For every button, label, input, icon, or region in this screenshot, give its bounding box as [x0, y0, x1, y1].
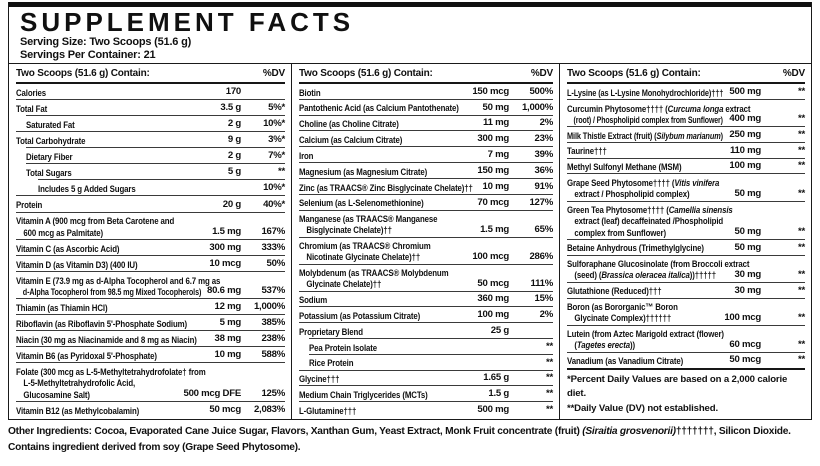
facts-column-1	[9, 64, 291, 419]
supplement-row	[299, 99, 553, 115]
row-dv: 36%	[534, 164, 553, 176]
row-name-line: complex from Sunflower)	[574, 227, 666, 239]
supplement-row	[299, 146, 553, 162]
supplement-row	[16, 330, 285, 346]
supplement-row	[567, 126, 805, 142]
row-dv: 238%	[261, 333, 285, 345]
supplement-row	[16, 362, 285, 400]
row-amount: 30 mg	[734, 284, 761, 296]
row-amount: 50 mg	[734, 241, 761, 253]
column-header	[16, 64, 285, 84]
row-dv: 537%	[261, 285, 285, 297]
row-amount: 10 mcg	[209, 257, 241, 269]
row-amount: 360 mg	[477, 293, 509, 305]
row-name-line: Pea Protein Isolate	[309, 342, 378, 354]
supplement-row	[16, 99, 285, 115]
row-name-line: Pantothenic Acid (as Calcium Pantothenate)	[299, 103, 459, 115]
row-amount: 50 mcg	[477, 277, 509, 289]
row-dv: **	[546, 340, 553, 352]
row-dv: 333%	[261, 241, 285, 253]
supplement-row	[16, 314, 285, 330]
row-name-line: d-Alpha Tocopherol from 98.5 mg Mixed Tocopherols)	[22, 286, 202, 298]
supplement-row	[16, 84, 285, 99]
row-name-line: L-Glutamine†††	[299, 405, 357, 417]
footnote-daily-value: *Percent Daily Values are based on a 2,000 calorie diet.	[567, 373, 788, 399]
row-dv: **	[798, 160, 805, 172]
row-dv: **	[798, 338, 805, 350]
row-amount: 30 mg	[734, 268, 761, 280]
row-dv: **	[798, 187, 805, 199]
row-dv: 91%	[534, 180, 553, 192]
row-dv: **	[546, 356, 553, 368]
row-amount: 50 mg	[482, 101, 509, 113]
row-dv: **	[798, 311, 805, 323]
row-amount: 25 g	[490, 324, 509, 336]
supplement-row	[299, 385, 553, 401]
row-name-line: Includes 5 g Added Sugars	[38, 184, 136, 196]
serving-size: Serving Size: Two Scoops (51.6 g)	[20, 36, 192, 48]
row-amount: 12 mg	[214, 301, 241, 313]
supplement-row	[16, 255, 285, 271]
row-name-line: Bisglycinate Chelate)††	[306, 225, 392, 237]
row-dv: **	[798, 128, 805, 140]
row-name-line: Medium Chain Triglycerides (MCTs)	[299, 390, 428, 401]
footnotes-block	[567, 368, 805, 418]
row-amount: 1.5 g	[488, 388, 509, 400]
row-amount: 150 mcg	[472, 85, 509, 97]
row-name-line: Curcumin Phytosome†††† (Curcuma longa extract	[567, 103, 751, 115]
column-header-label: Two Scoops (51.6 g) Contain:	[299, 68, 433, 79]
supplement-row	[567, 239, 805, 255]
row-amount: 100 mcg	[724, 311, 761, 323]
row-name-line: Glycine†††	[299, 374, 340, 386]
row-name-line: Vitamin B6 (as Pyridoxal 5'-Phosphate)	[16, 351, 157, 363]
supplement-row	[567, 201, 805, 239]
row-name-line: Saturated Fat	[26, 120, 75, 131]
supplement-row	[299, 115, 553, 131]
supplement-row	[309, 354, 553, 370]
row-name-line: Iron	[299, 150, 314, 162]
row-name-line: Rice Protein	[309, 358, 354, 370]
row-name-line: Riboflavin (as Riboflavin 5'-Phosphate Sodium)	[16, 319, 188, 331]
row-name-line: Vitamin E (73.9 mg as d-Alpha Tocopherol and 6.7 mg as	[16, 275, 221, 287]
row-dv: 2,083%	[253, 403, 285, 415]
row-name-line: Zinc (as TRAACS® Zinc Bisglycinate Chelate)††	[299, 182, 473, 194]
supplement-row	[299, 291, 553, 307]
dv-header-label: %DV	[782, 68, 805, 79]
facts-header	[9, 7, 811, 64]
row-amount: 38 mg	[214, 333, 241, 345]
row-dv: 65%	[534, 223, 553, 235]
row-name-line: Vitamin C (as Ascorbic Acid)	[16, 243, 120, 255]
row-name-line: Taurine†††	[567, 146, 607, 158]
row-amount: 1.5 mg	[212, 225, 241, 237]
row-name-line: Biotin	[299, 87, 321, 99]
supplement-row	[299, 401, 553, 417]
row-amount: 250 mg	[729, 128, 761, 140]
row-name-line: Dietary Fiber	[26, 152, 73, 164]
supplement-row	[299, 370, 553, 386]
row-name-line: Magnesium (as Magnesium Citrate)	[299, 166, 428, 178]
facts-columns	[9, 64, 811, 419]
supplement-row	[567, 298, 805, 325]
row-amount: 400 mg	[729, 112, 761, 124]
supplement-row	[309, 338, 553, 354]
row-dv: **	[798, 284, 805, 296]
row-dv: **	[798, 268, 805, 280]
row-name-line: Potassium (as Potassium Citrate)	[299, 310, 421, 322]
row-dv: 500%	[529, 85, 553, 97]
row-amount: 10 mg	[482, 180, 509, 192]
supplement-row	[567, 142, 805, 158]
row-name-line: Thiamin (as Thiamin HCl)	[16, 303, 108, 314]
row-dv: **	[798, 241, 805, 253]
row-dv: 40%*	[263, 198, 285, 210]
supplement-row	[299, 194, 553, 210]
row-dv: 3%*	[268, 134, 285, 146]
row-amount: 500 mcg DFE	[183, 387, 241, 399]
dv-header-label: %DV	[530, 68, 553, 79]
row-name-line: Molybdenum (as TRAACS® Molybdenum	[299, 268, 449, 280]
row-name-line: Calcium (as Calcium Citrate)	[299, 135, 403, 147]
row-amount: 150 mg	[477, 164, 509, 176]
row-name-line: (Tagetes erecta))	[574, 340, 635, 352]
nutrient-rows	[16, 84, 285, 417]
row-amount: 9 g	[227, 134, 241, 146]
facts-panel	[8, 2, 812, 420]
row-amount: 50 mg	[734, 225, 761, 237]
row-amount: 500 mg	[729, 85, 761, 97]
supplement-row	[299, 322, 553, 338]
row-dv: **	[546, 372, 553, 384]
supplement-row	[299, 162, 553, 178]
row-name-line: Niacin (30 mg as Niacinamide and 8 mg as Niacin)	[16, 335, 197, 347]
row-amount: 100 mcg	[472, 250, 509, 262]
row-name-line: Manganese (as TRAACS® Manganese	[299, 214, 438, 226]
row-amount: 500 mg	[477, 404, 509, 415]
supplement-row	[567, 173, 805, 200]
column-header-label: Two Scoops (51.6 g) Contain:	[16, 68, 150, 79]
row-dv: 50%	[266, 257, 285, 269]
row-dv: **	[798, 354, 805, 366]
row-amount: 60 mcg	[729, 338, 761, 350]
row-dv: **	[278, 166, 285, 178]
row-name-line: Methyl Sulfonyl Methane (MSM)	[567, 162, 682, 174]
facts-column-3	[559, 64, 811, 419]
row-name-line: Green Tea Phytosome†††† (Camellia sinensis	[567, 205, 733, 217]
row-name-line: Glycinate Complex)††††††	[574, 313, 672, 325]
row-dv: **	[798, 144, 805, 156]
row-amount: 300 mg	[209, 241, 241, 253]
row-name-line: Total Sugars	[26, 168, 72, 180]
row-amount: 80.6 mg	[207, 285, 241, 297]
supplement-row	[299, 84, 553, 99]
supplement-row	[299, 306, 553, 322]
row-amount: 5 mg	[219, 317, 241, 329]
row-name-line: Total Carbohydrate	[16, 136, 86, 148]
supplement-row	[299, 210, 553, 237]
row-name-line: Lutein (from Aztec Marigold extract (flower)	[567, 329, 724, 341]
supplement-row	[16, 195, 285, 211]
row-dv: 15%	[534, 293, 553, 305]
other-ingredients: Other Ingredients: Cocoa, Evaporated Cane Juice Sugar, Flavors, Xanthan Gum, Yeast Extract, Monk Fruit concentrate (fruit) (Siraitia grosvenorii)†††††††, Silicon Dioxide.	[8, 426, 791, 437]
row-amount: 50 mcg	[729, 354, 761, 366]
supplement-row	[567, 255, 805, 282]
row-dv: 23%	[534, 133, 553, 145]
row-amount: 2 g	[227, 150, 241, 162]
row-name-line: Sulforaphane Glucosinolate (from Broccoli extract	[567, 259, 750, 271]
supplement-row	[16, 239, 285, 255]
column-header	[567, 64, 805, 84]
column-header-label: Two Scoops (51.6 g) Contain:	[567, 68, 701, 79]
row-name-line: 600 mcg as Palmitate)	[23, 227, 104, 239]
row-name-line: Glycinate Chelate)††	[306, 279, 382, 291]
row-dv: 167%	[261, 225, 285, 237]
row-name-line: Folate (300 mcg as L-5-Methyltetrahydrofolate† from	[16, 367, 206, 379]
footnote-dv-not-established: **Daily Value (DV) not established.	[567, 402, 718, 414]
row-amount: 70 mcg	[477, 196, 509, 208]
row-name-line: Grape Seed Phytosome†††† (Vitis vinifera	[567, 178, 720, 190]
row-name-line: (seed) (Brassica oleracea italica))†††††	[574, 270, 716, 282]
supplement-row	[567, 325, 805, 352]
row-dv: 7%*	[268, 150, 285, 162]
supplement-row	[16, 346, 285, 362]
row-name-line: Proprietary Blend	[299, 326, 363, 338]
row-dv: 10%*	[263, 118, 285, 130]
row-name-line: Boron (as Bororganic™ Boron	[567, 302, 678, 314]
row-name-line: Vanadium (as Vanadium Citrate)	[567, 356, 684, 368]
supplement-row	[299, 264, 553, 291]
row-name-line: Choline (as Choline Citrate)	[299, 119, 399, 131]
row-amount: 5 g	[227, 166, 241, 178]
row-amount: 100 mg	[477, 309, 509, 321]
row-name-line: Glutathione (Reduced)†††	[567, 286, 662, 298]
row-name-line: extract (leaf) decaffeinated /Phospholipid	[574, 216, 724, 228]
row-name-line: Glucosamine Salt)	[23, 389, 90, 401]
row-name-line: Chromium (as TRAACS® Chromium	[299, 241, 431, 253]
dv-header-label: %DV	[262, 68, 285, 79]
row-dv: 5%*	[268, 102, 285, 114]
row-dv: 385%	[261, 317, 285, 329]
supplement-row	[567, 352, 805, 368]
row-dv: **	[798, 225, 805, 237]
row-amount: 3.5 g	[220, 102, 241, 114]
nutrient-rows	[299, 84, 553, 417]
row-amount: 20 g	[222, 198, 241, 210]
row-amount: 2 g	[227, 118, 241, 130]
row-name-line: Selenium (as L-Selenomethionine)	[299, 198, 424, 210]
row-amount: 50 mcg	[209, 403, 241, 415]
row-dv: **	[798, 112, 805, 124]
row-name-line: extract / Phospholipid complex)	[574, 189, 690, 201]
row-amount: 100 mg	[729, 160, 761, 172]
row-name-line: Vitamin A (900 mcg from Beta Carotene and	[16, 216, 175, 228]
supplement-row	[299, 178, 553, 194]
row-dv: **	[798, 85, 805, 97]
row-amount: 110 mg	[729, 144, 761, 156]
row-name-line: Vitamin D (as Vitamin D3) (400 IU)	[16, 259, 138, 271]
row-name-line: L-Lysine (as L-Lysine Monohydrochloride)†††	[567, 87, 724, 99]
row-amount: 50 mg	[734, 187, 761, 199]
servings-per-container: Servings Per Container: 21	[20, 48, 156, 61]
row-name-line: Nicotinate Glycinate Chelate)††	[306, 252, 421, 264]
row-amount: 10 mg	[214, 349, 241, 361]
row-dv: 1,000%	[253, 301, 285, 313]
row-name-line: Protein	[16, 200, 43, 212]
row-amount: 1.65 g	[483, 372, 509, 384]
supplement-row	[299, 130, 553, 146]
soy-notice: Contains ingredient derived from soy (Grape Seed Phytosome).	[8, 442, 301, 453]
supplement-row	[16, 401, 285, 417]
column-header	[299, 64, 553, 84]
supplement-row	[16, 212, 285, 239]
row-name-line: Betaine Anhydrous (Trimethylglycine)	[567, 243, 704, 255]
row-name-line: Total Fat	[16, 103, 48, 115]
row-dv: 125%	[261, 387, 285, 399]
row-amount: 300 mg	[477, 133, 509, 145]
row-dv: 2%	[539, 309, 553, 321]
facts-column-2	[291, 64, 559, 419]
nutrient-rows	[567, 84, 805, 368]
row-dv: 286%	[529, 250, 553, 262]
row-name-line: Calories	[16, 87, 47, 99]
row-amount: 7 mg	[487, 149, 509, 161]
supplement-row	[26, 163, 285, 179]
row-amount: 1.5 mg	[480, 223, 509, 235]
facts-title: SUPPLEMENT FACTS	[20, 7, 355, 37]
row-dv: 39%	[534, 149, 553, 161]
supplement-row	[567, 282, 805, 298]
row-dv: 111%	[530, 277, 553, 289]
label-footer	[8, 424, 814, 456]
supplement-row	[299, 237, 553, 264]
row-dv: 2%	[539, 117, 553, 129]
supplement-row	[567, 99, 805, 126]
row-name-line: Milk Thistle Extract (fruit) (Silybum marianum)	[567, 130, 723, 142]
supplement-row	[16, 298, 285, 314]
supplement-row	[567, 84, 805, 99]
supplement-row	[26, 115, 285, 131]
row-amount: 11 mg	[483, 117, 509, 129]
row-name-line: (root) / Phospholipid complex from Sunflower)	[573, 114, 723, 126]
row-dv: **	[546, 404, 553, 415]
row-dv: 127%	[529, 196, 553, 208]
row-amount: 170	[225, 86, 241, 98]
supplement-row	[16, 271, 285, 298]
row-name-line: Vitamin B12 (as Methylcobalamin)	[16, 405, 140, 417]
supplement-row	[16, 131, 285, 147]
supplement-row	[567, 158, 805, 174]
row-name-line: L-5-Methyltetrahydrofolic Acid,	[23, 378, 136, 390]
row-dv: 10%*	[263, 182, 285, 194]
row-name-line: Sodium	[299, 295, 328, 307]
supplement-row	[38, 179, 285, 195]
row-dv: **	[546, 388, 553, 400]
supplement-row	[26, 147, 285, 163]
row-dv: 1,000%	[521, 101, 553, 113]
row-dv: 588%	[261, 349, 285, 361]
